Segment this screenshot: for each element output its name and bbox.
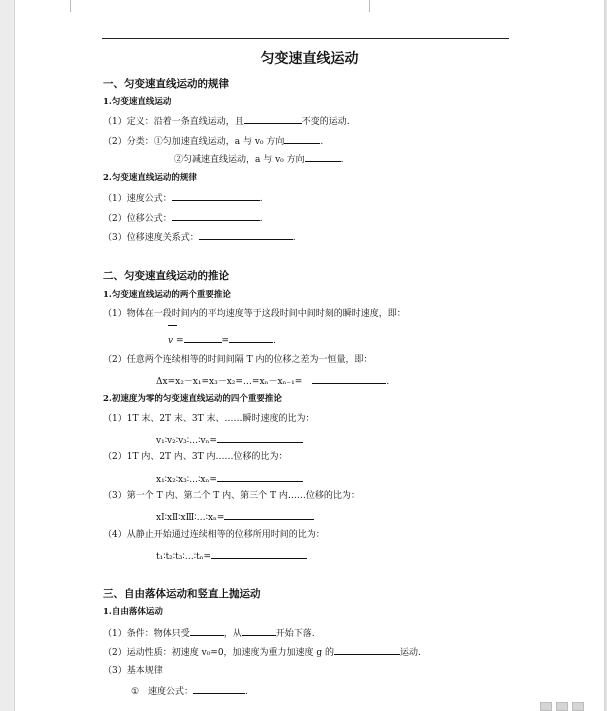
motion-nature-line: [103, 645, 421, 659]
relation-formula-line: [103, 230, 296, 244]
blank-difference: [312, 374, 386, 384]
nature-post: 运动.: [400, 648, 421, 658]
time-ratio-line: [156, 549, 307, 563]
average-end: .: [273, 336, 276, 346]
definition-line: [103, 114, 350, 128]
velocity-formula-label: （1）速度公式：: [103, 194, 172, 204]
displacement-ratio-formula: x₁∶x₂∶x₃∶…∶xₙ=: [156, 475, 217, 485]
successive-displacement-line: [156, 510, 314, 524]
displacement-ratio-text: （2）1T 内、2T 内、3T 内……位移的比为：: [103, 452, 288, 462]
view-toggle-button-3[interactable]: [572, 702, 584, 711]
blank-displacement-ratio: [217, 472, 303, 482]
blank-speed-formula: [193, 684, 245, 694]
blank-start-state: [242, 626, 276, 636]
velocity-ratio-text: （1）1T 末、2T 末、3T 末、……瞬时速度的比为：: [103, 414, 315, 424]
classification-line-2: [174, 152, 344, 166]
blank-force: [190, 626, 224, 636]
equals-2: =: [221, 336, 230, 346]
time-ratio-formula: t₁∶t₂∶t₃∶…∶tₙ=: [156, 552, 212, 562]
margin-mark-right: [369, 0, 370, 12]
item-number: ①: [131, 687, 140, 697]
average-velocity-equation: [168, 333, 276, 347]
speed-formula-end: .: [244, 687, 248, 697]
displacement-formula-end: .: [259, 214, 263, 224]
blank-displacement-formula: [172, 211, 260, 221]
section-1-heading: 一、匀变速直线运动的规律: [103, 78, 229, 90]
classification-1-pre: （2）分类：①匀加速直线运动，a 与 v₀ 方向: [103, 137, 285, 147]
speed-formula-label: 速度公式：: [147, 687, 193, 697]
velocity-ratio-formula: v₁∶v₂∶v₃∶…∶vₙ=: [156, 436, 217, 446]
classification-line-1: [103, 134, 323, 148]
basic-law-heading: （3）基本规律: [103, 666, 163, 676]
document-page: [14, 0, 605, 711]
definition-pre: （1）定义：沿着一条直线运动，且: [103, 117, 244, 127]
v-bar-symbol: v: [168, 336, 174, 346]
velocity-formula-end: .: [259, 194, 263, 204]
time-ratio-text: （4）从静止开始通过连续相等的位移所用时间的比为：: [103, 530, 325, 540]
velocity-formula-line: [103, 191, 263, 205]
displacement-ratio-line: [156, 472, 303, 486]
displacement-formula-line: [103, 211, 263, 225]
blank-average-2: [229, 333, 273, 343]
sec2-sub1-heading: 1.匀变速直线运动的两个重要推论: [103, 290, 231, 300]
view-toggle-button-2[interactable]: [556, 702, 568, 711]
sec2-sub2-heading: 2.初速度为零的匀变速直线运动的四个重要推论: [103, 394, 282, 404]
displacement-formula-label: （2）位移公式：: [103, 214, 172, 224]
section-2-heading: 二、匀变速直线运动的推论: [103, 270, 229, 282]
blank-classification-2: [305, 152, 341, 162]
speed-formula-line: [131, 684, 248, 698]
classification-2-post: .: [340, 155, 344, 165]
equals-1: =: [175, 336, 184, 346]
margin-mark-left: [70, 0, 71, 12]
average-velocity-text: （1）物体在一段时间内的平均速度等于这段时间中间时刻的瞬时速度，即：: [103, 309, 406, 319]
difference-formula: Δx=x₂－x₁=x₃－x₂=…=xₙ－xₙ₋₁=: [156, 377, 303, 387]
nature-pre: （2）运动性质：初速度 v₀=0，加速度为重力加速度 g 的: [103, 648, 335, 658]
relation-formula-end: .: [292, 233, 296, 243]
sec1-sub2-heading: 2.匀变速直线运动的规律: [103, 173, 197, 183]
blank-classification-1: [284, 134, 320, 144]
blank-relation-formula: [199, 230, 293, 240]
free-fall-condition-line: [103, 626, 315, 640]
definition-post: 不变的运动.: [301, 117, 350, 127]
blank-successive-displacement: [224, 510, 314, 520]
sec3-sub1-heading: 1.自由落体运动: [103, 607, 163, 617]
header-rule: [102, 38, 509, 39]
constant-difference-text: （2）任意两个连续相等的时间间隔 T 内的位移之差为一恒量，即：: [103, 355, 373, 365]
classification-2-pre: ②匀减速直线运动，a 与 v₀ 方向: [174, 155, 305, 165]
blank-velocity-ratio: [217, 433, 303, 443]
view-toggle-button-1[interactable]: [540, 702, 552, 711]
blank-motion-type: [334, 645, 400, 655]
page-title: 匀变速直线运动: [260, 51, 359, 67]
difference-end: .: [386, 377, 390, 387]
section-3-heading: 三、自由落体运动和竖直上抛运动: [103, 588, 261, 600]
relation-formula-label: （3）位移速度关系式：: [103, 233, 199, 243]
blank-velocity-formula: [172, 191, 260, 201]
difference-equation: [156, 374, 389, 388]
blank-definition: [244, 114, 302, 124]
sec1-sub1-heading: 1.匀变速直线运动: [103, 97, 172, 107]
successive-displacement-formula: xⅠ∶xⅡ∶xⅢ∶…∶xₙ=: [156, 513, 225, 523]
condition-pre: （1）条件：物体只受: [103, 629, 190, 639]
condition-post: 开始下落.: [275, 629, 315, 639]
classification-1-post: .: [320, 137, 324, 147]
blank-time-ratio: [211, 549, 307, 559]
blank-average-1: [184, 333, 222, 343]
condition-mid: ，从: [223, 629, 242, 639]
velocity-ratio-line: [156, 433, 303, 447]
successive-displacement-text: （3）第一个 T 内、第二个 T 内、第三个 T 内……位移的比为：: [103, 491, 360, 501]
average-bar: [168, 325, 177, 326]
